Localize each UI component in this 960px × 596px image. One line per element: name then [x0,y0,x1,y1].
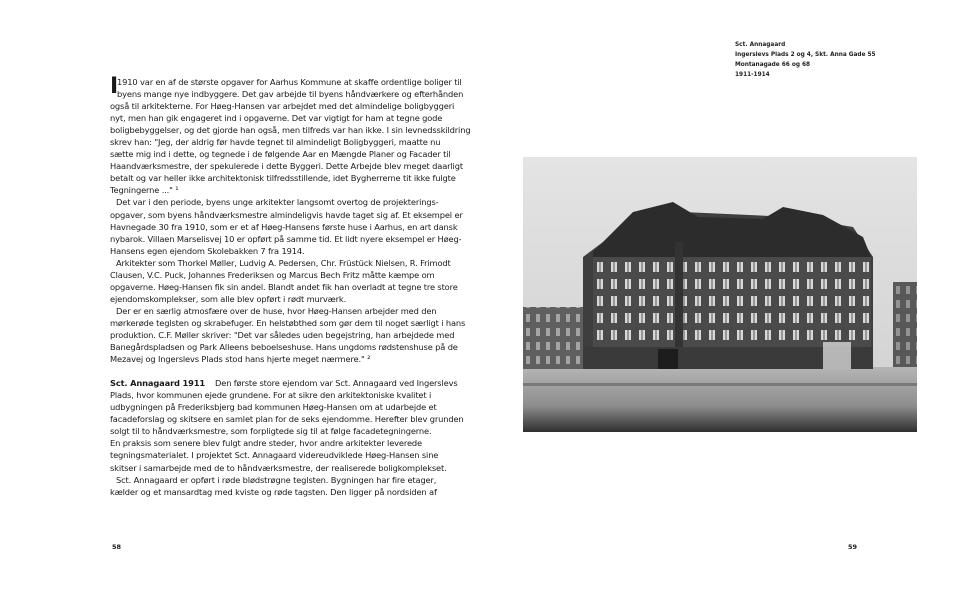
text-line: 1910 var en af de største opgaver for Aarhus Kommune at skaffe ordentlige boliger til [117,77,462,87]
text-line: nyt, men han gik engageret ind i opgaverne. Det var vigtigt for ham at tegne gode [110,113,443,124]
text-line: Havnegade 30 fra 1910, som er et af Høeg-Hansens første huse i Aarhus, en art dansk [110,221,458,232]
photo-caption [735,40,876,80]
text-line: Banegårdspladsen og Park Alleens beboelseshuse. Hans ungdoms rødstenshuse på de [110,342,458,353]
text-line: Arkitekter som Thorkel Møller, Ludvig A. Pedersen, Chr. Früstück Nielsen, R. Frimodt [116,257,451,268]
caption-line: 1911-1914 [735,72,770,78]
text-line: også til arkitekterne. For Høeg-Hansen var arbejdet med det almindelige boligbyggeri [110,101,455,112]
text-line: Haandværksmestre, der spekulerede i dette Byggeri. Dette Arbejde blev meget daarligt [110,161,463,172]
section-heading: Sct. Annagaard 1911 [110,378,206,389]
text-line: opgaver, som byens håndværksmestre almindeligvis havde taget sig af. Et eksempel er [110,209,463,220]
text-line: kælder og et mansardtag med kviste og røde tagsten. Den ligger på nordsiden af [110,486,437,497]
text-line: Plads, hvor kommunen ejede grundene. For at sikre den arkitektoniske kvalitet i [110,390,432,401]
text-line: byens mange nye indbyggere. Det gav arbejde til byens håndværkere og efterhånden [117,89,464,100]
text-line: Clausen, V.C. Puck, Johannes Frederiksen og Marcus Bech Fritz måtte kæmpe om [110,269,435,280]
text-line: Der er en særlig atmosfære over de huse, hvor Høeg-Hansen arbejder med den [116,305,437,316]
text-line: facadeforslag og skitsere en samlet plan for de seks ejendomme. Herefter blev grunden [110,414,464,425]
text-line: skrev han: "Jeg, der aldrig før havde tegnet til almindeligt Boligbyggeri, maatte nu [110,137,441,148]
text-line: Tegningerne ..." ¹ [110,185,179,196]
text-line: Det var i den periode, byens unge arkitekter langsomt overtog de projekterings- [116,197,439,208]
text-line: boligbebyggelser, og det gjorde han også, men tilfreds var han ikke. I sin levnedsskildring [110,125,471,136]
building-photo-image [523,157,917,432]
drop-cap: I [110,74,119,99]
text-line: Den første store ejendom var Sct. Annagaard ved Ingerslevs [215,378,458,389]
text-line: Mezavej og Ingerslevs Plads stod hans hjerte meget nærmere." ² [110,354,371,365]
text-line: sætte mig ind i dette, og tegnede i de følgende Aar en Mængde Planer og Facader til [110,149,451,160]
text-line: opgaverne. Høeg-Hansen fik sin andel. Blandt andet fik han overladt at tegne tre store [110,281,458,292]
caption-line: Sct. Annagaard [735,42,786,48]
text-line: udbygningen på Frederiksbjerg bad kommunen Høeg-Hansen om at udarbejde et [110,402,437,413]
text-line: produktion. C.F. Møller skriver: "Det var således uden begejstring, han arbejdede med [110,329,455,340]
page-number-right: 59 [848,543,858,551]
text-line: solgt til to håndværksmestre, som forpligtede sig til at følge facadetegningerne. [110,426,432,437]
text-line: ejendomskomplekser, som alle blev opført i rødt murværk. [110,293,347,304]
caption-line: Montanagade 66 og 68 [735,62,811,68]
section-first-line [110,377,458,389]
caption-line: Ingerslevs Plads 2 og 4, Skt. Anna Gade 55 [735,52,876,58]
text-line: Sct. Annagaard er opført i røde blødstrøgne teglsten. Bygningen har fire etager, [116,474,437,485]
spacer [110,365,420,377]
text-line: tegningsmaterialet. I projektet Sct. Annagaard videreudviklede Høeg-Hansen sine [110,450,439,461]
text-line: En praksis som senere blev fulgt andre steder, hvor andre arkitekter leverede [110,438,422,449]
text-line: skitser i samarbejde med de to håndværksmestre, der realiserede boligkomplekset. [110,462,447,473]
text-line: nybarok. Villaen Marselisvej 10 er opført på samme tid. Et lidt nyere eksempel er Høeg- [110,233,462,244]
page-number-left: 58 [112,543,122,551]
text-line: mørkerøde teglsten og skrabefuger. En helstøbthed som gør dem til noget særligt i hans [110,317,466,328]
text-line: betalt og var heller ikke architektonisk tilfredsstillende, idet Bygherrerne tit ikke fulgte [110,173,456,184]
body-text [110,74,471,498]
text-line: Hansens egen ejendom Skolebakken 7 fra 1914. [110,245,305,256]
building-photo [523,157,917,432]
